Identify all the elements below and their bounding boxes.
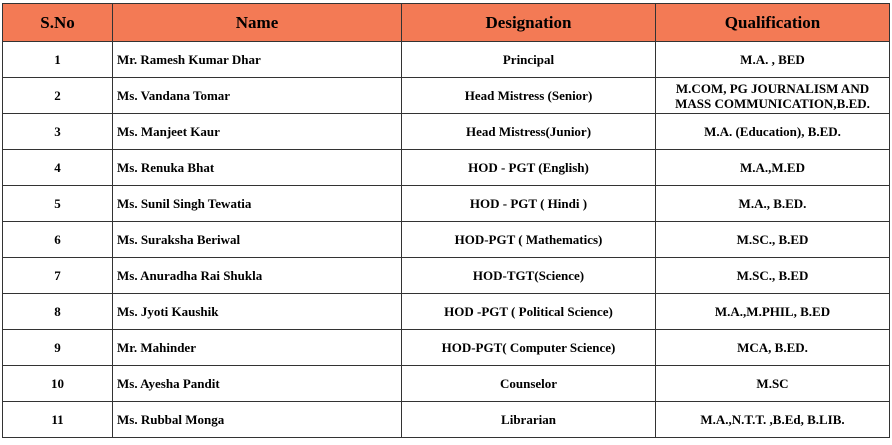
staff-table bbox=[2, 3, 890, 438]
header-designation: Designation bbox=[402, 4, 656, 42]
cell-designation: Head Mistress (Senior) bbox=[402, 78, 656, 114]
header-sno: S.No bbox=[3, 4, 113, 42]
cell-name: Ms. Jyoti Kaushik bbox=[113, 294, 402, 330]
cell-name: Ms. Renuka Bhat bbox=[113, 150, 402, 186]
cell-name: Ms. Ayesha Pandit bbox=[113, 366, 402, 402]
table-row bbox=[3, 186, 890, 222]
cell-sno: 11 bbox=[3, 402, 113, 438]
cell-name: Ms. Sunil Singh Tewatia bbox=[113, 186, 402, 222]
cell-name: Ms. Suraksha Beriwal bbox=[113, 222, 402, 258]
header-row bbox=[3, 4, 890, 42]
cell-qualification: M.SC., B.ED bbox=[656, 222, 890, 258]
cell-sno: 1 bbox=[3, 42, 113, 78]
cell-qualification: M.SC bbox=[656, 366, 890, 402]
cell-sno: 9 bbox=[3, 330, 113, 366]
table-row bbox=[3, 42, 890, 78]
cell-name: Mr. Mahinder bbox=[113, 330, 402, 366]
cell-qualification: M.SC., B.ED bbox=[656, 258, 890, 294]
table-row bbox=[3, 402, 890, 438]
cell-designation: Head Mistress(Junior) bbox=[402, 114, 656, 150]
cell-designation: HOD -PGT ( Political Science) bbox=[402, 294, 656, 330]
table-row bbox=[3, 366, 890, 402]
table-row bbox=[3, 150, 890, 186]
cell-qualification: MCA, B.ED. bbox=[656, 330, 890, 366]
table-row bbox=[3, 78, 890, 114]
cell-qualification: M.A., B.ED. bbox=[656, 186, 890, 222]
table-row bbox=[3, 114, 890, 150]
cell-sno: 2 bbox=[3, 78, 113, 114]
cell-qualification: M.A.,N.T.T. ,B.Ed, B.LIB. bbox=[656, 402, 890, 438]
cell-sno: 3 bbox=[3, 114, 113, 150]
table-row bbox=[3, 294, 890, 330]
table-row bbox=[3, 222, 890, 258]
cell-qualification: M.A.,M.ED bbox=[656, 150, 890, 186]
cell-sno: 8 bbox=[3, 294, 113, 330]
table-row bbox=[3, 258, 890, 294]
header-name: Name bbox=[113, 4, 402, 42]
table-header bbox=[3, 4, 890, 42]
cell-qualification: M.A.,M.PHIL, B.ED bbox=[656, 294, 890, 330]
cell-designation: Counselor bbox=[402, 366, 656, 402]
cell-designation: Librarian bbox=[402, 402, 656, 438]
cell-qualification: M.A. , BED bbox=[656, 42, 890, 78]
header-qualification: Qualification bbox=[656, 4, 890, 42]
table-row bbox=[3, 330, 890, 366]
cell-designation: Principal bbox=[402, 42, 656, 78]
cell-name: Ms. Anuradha Rai Shukla bbox=[113, 258, 402, 294]
cell-name: Ms. Rubbal Monga bbox=[113, 402, 402, 438]
table-body bbox=[3, 42, 890, 438]
cell-sno: 5 bbox=[3, 186, 113, 222]
cell-designation: HOD-TGT(Science) bbox=[402, 258, 656, 294]
cell-designation: HOD-PGT( Computer Science) bbox=[402, 330, 656, 366]
cell-qualification: M.A. (Education), B.ED. bbox=[656, 114, 890, 150]
cell-name: Ms. Manjeet Kaur bbox=[113, 114, 402, 150]
cell-name: Mr. Ramesh Kumar Dhar bbox=[113, 42, 402, 78]
cell-designation: HOD - PGT ( Hindi ) bbox=[402, 186, 656, 222]
cell-sno: 6 bbox=[3, 222, 113, 258]
cell-sno: 4 bbox=[3, 150, 113, 186]
cell-sno: 7 bbox=[3, 258, 113, 294]
cell-qualification: M.COM, PG JOURNALISM AND MASS COMMUNICATION,B.ED. bbox=[656, 78, 890, 114]
cell-name: Ms. Vandana Tomar bbox=[113, 78, 402, 114]
cell-sno: 10 bbox=[3, 366, 113, 402]
cell-designation: HOD-PGT ( Mathematics) bbox=[402, 222, 656, 258]
cell-designation: HOD - PGT (English) bbox=[402, 150, 656, 186]
